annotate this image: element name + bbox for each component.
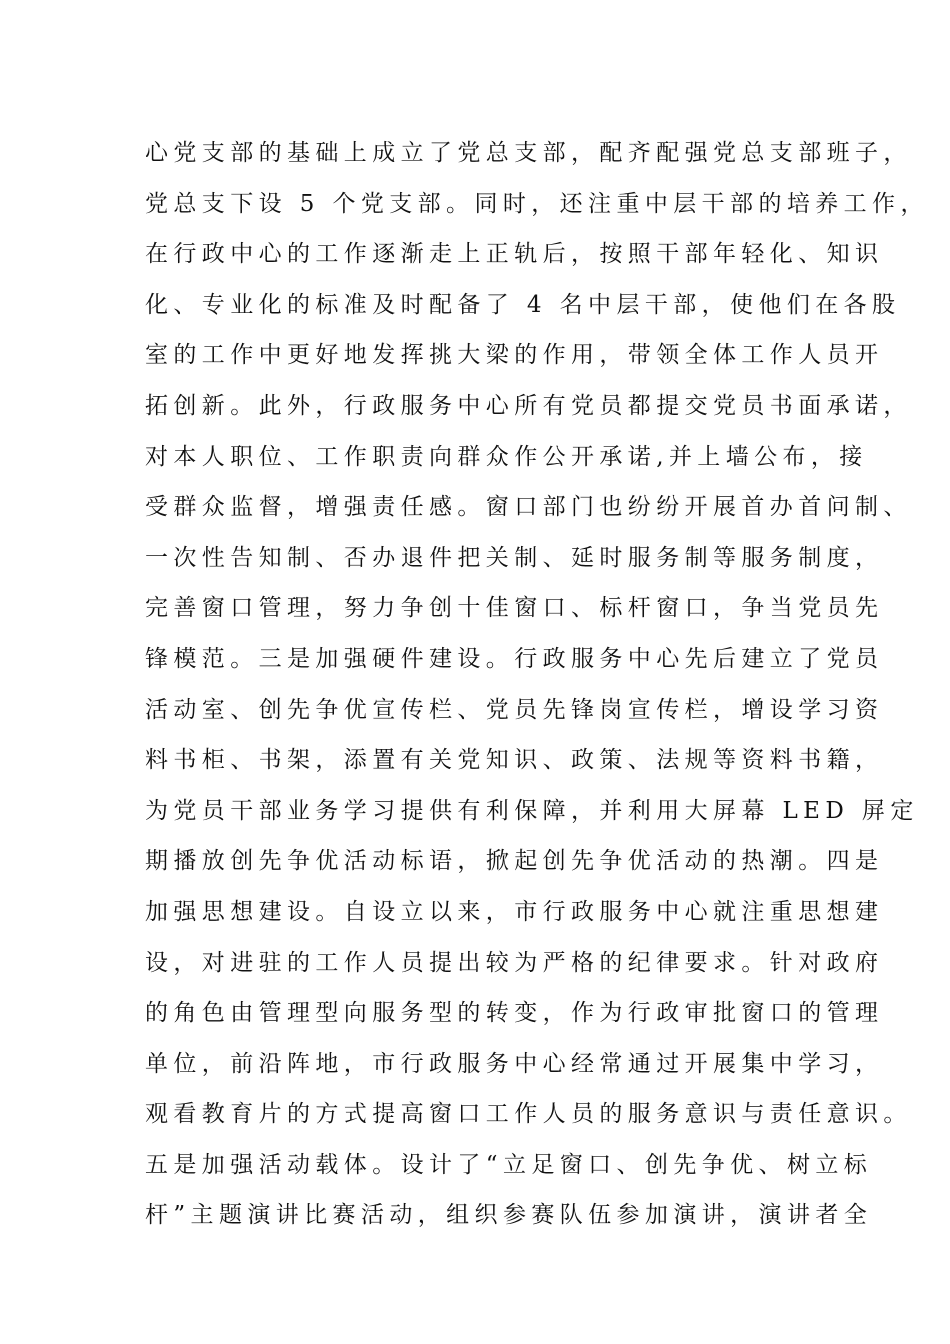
text-line-1: 心党支部的基础上成立了党总支部，配齐配强党总支部班子， bbox=[145, 140, 912, 166]
text-line-17: 设，对进驻的工作人员提出较为严格的纪律要求。针对政府 bbox=[145, 949, 884, 976]
text-line-15: 期播放创先争优活动标语，掀起创先争优活动的热潮。四是 bbox=[145, 848, 884, 875]
text-line-7: 对本人职位、工作职责向群众作公开承诺,并上墙公布，接 bbox=[145, 443, 868, 470]
text-line-10: 完善窗口管理，努力争创十佳窗口、标杆窗口，争当党员先 bbox=[145, 595, 884, 622]
text-line-5: 室的工作中更好地发挥挑大梁的作用，带领全体工作人员开 bbox=[145, 342, 884, 369]
text-line-19: 单位，前沿阵地，市行政服务中心经常通过开展集中学习， bbox=[145, 1050, 884, 1077]
text-line-8: 受群众监督，增强责任感。窗口部门也纷纷开展首办首问制、 bbox=[145, 494, 912, 521]
text-line-9: 一次性告知制、否办退件把关制、延时服务制等服务制度， bbox=[145, 544, 884, 571]
text-line-6: 拓创新。此外，行政服务中心所有党员都提交党员书面承诺， bbox=[145, 392, 912, 419]
text-line-21: 五是加强活动载体。设计了“立足窗口、创先争优、树立标 bbox=[145, 1151, 873, 1178]
text-line-12: 活动室、创先争优宣传栏、党员先锋岗宣传栏，增设学习资 bbox=[145, 696, 884, 723]
text-line-22: 杆”主题演讲比赛活动，组织参赛队伍参加演讲，演讲者全 bbox=[145, 1202, 873, 1229]
text-line-4: 化、专业化的标准及时配备了 4 名中层干部，使他们在各股 bbox=[145, 291, 901, 318]
text-line-11: 锋模范。三是加强硬件建设。行政服务中心先后建立了党员 bbox=[145, 645, 884, 672]
text-line-13: 料书柜、书架，添置有关党知识、政策、法规等资料书籍， bbox=[145, 747, 884, 774]
body-text bbox=[145, 128, 929, 1241]
text-line-3: 在行政中心的工作逐渐走上正轨后，按照干部年轻化、知识 bbox=[145, 241, 884, 268]
text-line-20: 观看教育片的方式提高窗口工作人员的服务意识与责任意识。 bbox=[145, 1101, 912, 1128]
text-line-2: 党总支下设 5 个党支部。同时，还注重中层干部的培养工作， bbox=[145, 190, 929, 217]
text-line-14: 为党员干部业务学习提供有利保障，并利用大屏幕 LED 屏定 bbox=[145, 797, 919, 824]
text-line-18: 的角色由管理型向服务型的转变，作为行政审批窗口的管理 bbox=[145, 1000, 884, 1027]
text-line-16: 加强思想建设。自设立以来，市行政服务中心就注重思想建 bbox=[145, 898, 884, 925]
